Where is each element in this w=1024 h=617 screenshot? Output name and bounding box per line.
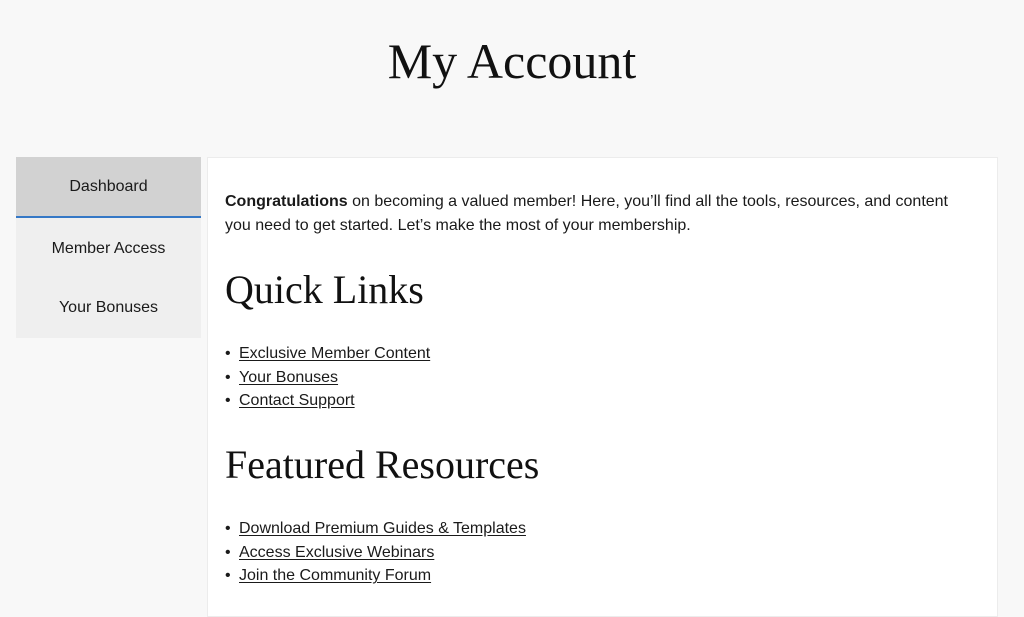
page-title: My Account xyxy=(387,33,637,89)
bullet-icon: • xyxy=(225,543,231,561)
bullet-icon: • xyxy=(225,345,231,362)
dashboard-content-panel xyxy=(207,157,998,617)
featured-resources-list xyxy=(225,517,526,588)
welcome-message-text: on becoming a valued member! Here, you’ll find all the tools, resources, and content you need to get started. Let’s make the most of your membership. xyxy=(225,193,948,234)
list-item xyxy=(225,541,526,565)
sidebar-item-member-access[interactable]: Member Access xyxy=(51,240,166,257)
download-guides-link[interactable]: Download Premium Guides & Templates xyxy=(239,520,526,537)
bullet-icon: • xyxy=(225,392,231,410)
bullet-icon: • xyxy=(225,368,231,386)
bullet-icon: • xyxy=(225,520,231,537)
exclusive-webinars-link[interactable]: Access Exclusive Webinars xyxy=(239,543,435,561)
list-item xyxy=(225,564,526,588)
community-forum-link[interactable]: Join the Community Forum xyxy=(239,567,432,585)
sidebar-item-your-bonuses[interactable]: Your Bonuses xyxy=(58,299,159,316)
list-item xyxy=(225,366,430,390)
welcome-message xyxy=(225,190,975,238)
quick-links-heading: Quick Links xyxy=(225,267,424,312)
quick-links-list xyxy=(225,342,430,413)
bullet-icon: • xyxy=(225,567,231,585)
list-item xyxy=(225,342,430,366)
exclusive-member-content-link[interactable]: Exclusive Member Content xyxy=(239,345,431,362)
list-item xyxy=(225,517,526,541)
your-bonuses-link[interactable]: Your Bonuses xyxy=(239,368,339,386)
welcome-message-bold: Congratulations xyxy=(225,193,348,210)
account-sidebar xyxy=(16,157,201,338)
contact-support-link[interactable]: Contact Support xyxy=(239,392,355,410)
featured-resources-heading: Featured Resources xyxy=(225,442,540,487)
sidebar-item-dashboard[interactable]: Dashboard xyxy=(16,157,201,218)
list-item xyxy=(225,389,430,413)
